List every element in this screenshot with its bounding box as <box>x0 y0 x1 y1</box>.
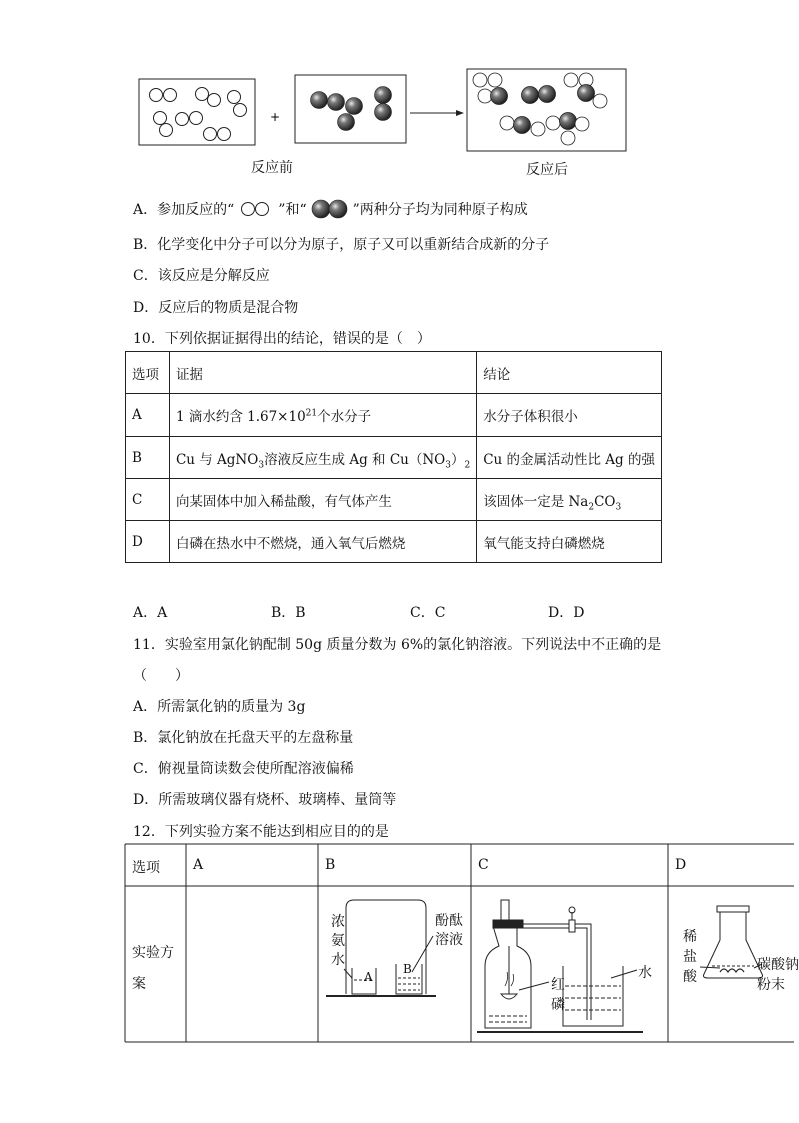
q11-paren: （ ） <box>133 668 189 684</box>
q10-table <box>125 351 662 563</box>
q12-header-b: B <box>325 857 336 873</box>
q12-header-c: C <box>478 857 489 873</box>
q11-option-b: B．氯化钠放在托盘天平的左盘称量 <box>133 730 354 746</box>
q9-option-a: A．参加反应的“ ”和“ ”两种分子均为同种原子构成 <box>133 198 528 220</box>
d-label-xi: 稀 <box>683 929 697 945</box>
b-beaker-a-label: A <box>364 970 373 984</box>
q12-row-label-2: 案 <box>132 976 146 992</box>
d-label-yan: 盐 <box>683 949 697 965</box>
after-molecules <box>473 73 607 145</box>
d-label-sodium-carbonate: 碳酸钠 <box>757 957 799 973</box>
q10-answer-b: B．B <box>271 605 306 621</box>
q12-header-option: 选项 <box>132 860 160 876</box>
dark-molecules <box>311 87 392 131</box>
q9-option-b: B．化学变化中分子可以分为原子，原子又可以重新结合成新的分子 <box>133 237 550 253</box>
table-row: A 1 滴水约含 $1.67\times 10^{21}$个水分子 水分子体积很小 <box>126 394 662 437</box>
d-label-powder: 粉末 <box>757 977 785 993</box>
q10-answer-c: C．C <box>410 605 446 621</box>
reaction-diagram <box>0 0 794 200</box>
table-header-row <box>126 352 662 394</box>
white-molecule-icon <box>234 201 278 217</box>
q11-option-a: A．所需氯化钠的质量为 3g <box>133 699 306 715</box>
q12-row-label-1: 实验方 <box>132 945 174 961</box>
b-label-solution: 溶液 <box>435 932 463 948</box>
b-label-an: 氨 <box>331 933 345 949</box>
q10-stem: 10．下列依据证据得出的结论，错误的是（ ） <box>133 331 431 347</box>
q9-option-d: D．反应后的物质是混合物 <box>133 300 299 316</box>
c-label-lin: 磷 <box>551 997 565 1013</box>
dark-molecule-icon <box>307 198 353 220</box>
q12-header-a: A <box>193 857 204 873</box>
b-beaker-b-label: B <box>403 962 412 976</box>
plus-sign: + <box>270 110 281 124</box>
table-row: C 向某固体中加入稀盐酸，有气体产生 该固体一定是 $Na_2CO_3$ <box>126 479 662 521</box>
q10-answer-d: D．D <box>548 605 585 621</box>
b-label-nong: 浓 <box>331 914 345 930</box>
table-row: D 白磷在热水中不燃烧，通入氧气后燃烧 氧气能支持白磷燃烧 <box>126 521 662 563</box>
table-row: B Cu 与 AgNO$_3$溶液反应生成 Ag 和 $Cu(NO_3)_2$ Cu 的金属活动性比 Ag 的强 <box>126 437 662 479</box>
after-caption: 反应后 <box>526 162 568 178</box>
b-label-shui: 水 <box>331 952 345 968</box>
white-molecules <box>150 88 247 141</box>
c-label-water: 水 <box>638 965 652 981</box>
header-evidence: 证据 <box>169 352 476 394</box>
q11-stem: 11．实验室用氯化钠配制 50g 质量分数为 6%的氯化钠溶液。下列说法中不正确的是 <box>133 637 662 653</box>
q9-option-c: C．该反应是分解反应 <box>133 268 270 284</box>
arrow-icon <box>456 110 464 116</box>
q12-stem: 12．下列实验方案不能达到相应目的的是 <box>133 824 389 840</box>
b-label-phenol: 酚酞 <box>435 913 463 929</box>
header-conclusion: 结论 <box>477 352 662 394</box>
d-label-suan: 酸 <box>683 969 697 985</box>
q12-header-d: D <box>675 857 687 873</box>
q10-answer-a: A．A <box>133 605 168 621</box>
header-option: 选项 <box>126 352 170 394</box>
q11-option-c: C．俯视量筒读数会使所配溶液偏稀 <box>133 761 354 777</box>
before-caption: 反应前 <box>251 160 293 176</box>
q11-option-d: D．所需玻璃仪器有烧杯、玻璃棒、量筒等 <box>133 792 397 808</box>
c-label-hong: 红 <box>551 977 565 993</box>
